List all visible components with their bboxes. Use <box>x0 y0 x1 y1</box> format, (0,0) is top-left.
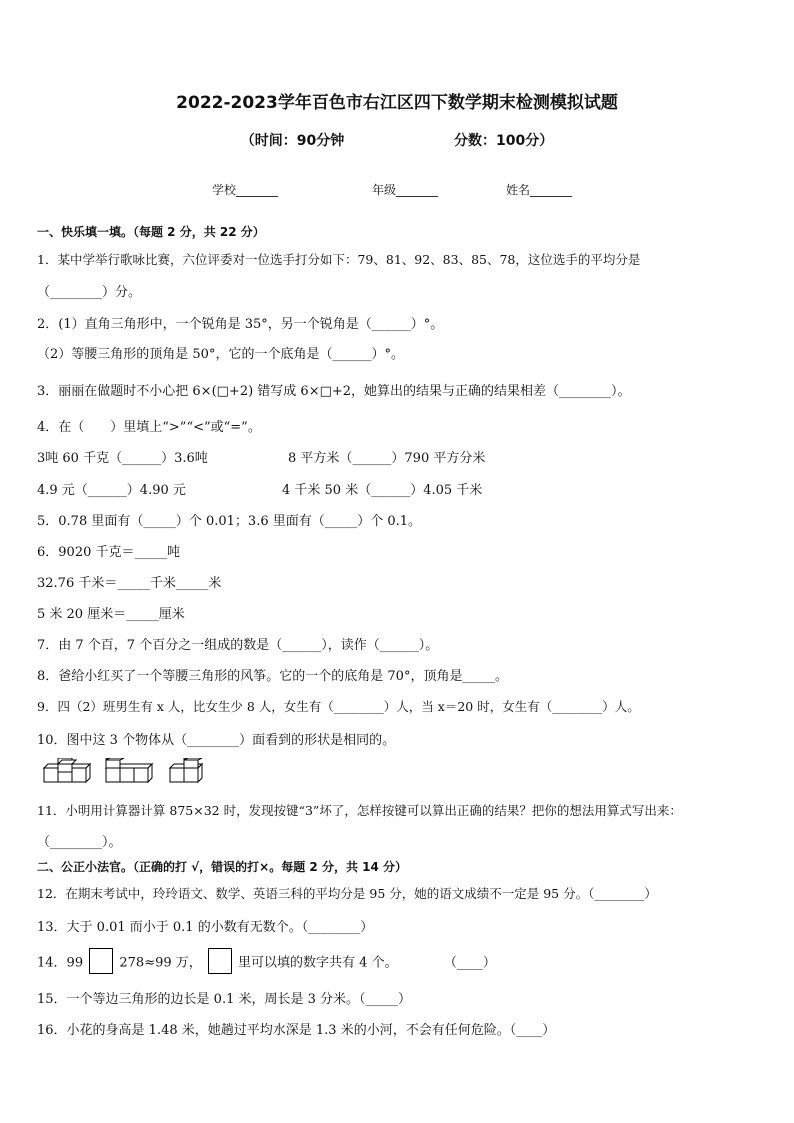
question-3: 3．丽丽在做题时不小心把 6×(□+2) 错写成 6×□+2，她算出的结果与正确的结果相差（________）。 <box>37 384 631 399</box>
question-7: 7．由 7 个百，7 个百分之一组成的数是（______），读作（______）。 <box>37 638 439 653</box>
question-11: 11．小明用计算器计算 875×32 时，发现按键“3”坏了，怎样按键可以算出正确的结果？把你的想法用算式写出来： <box>37 803 682 818</box>
question-8: 8．爸给小红买了一个等腰三角形的风筝。它的一个的底角是 70°，顶角是_____。 <box>37 669 508 684</box>
grade-field: 年级_______ <box>372 183 439 197</box>
question-5: 5．0.78 里面有（_____）个 0.01；3.6 里面有（_____）个 0.1。 <box>37 514 422 529</box>
question-9: 9．四（2）班男生有 x 人，比女生少 8 人，女生有（________）人，当 x＝20 时，女生有（________）人。 <box>37 699 640 714</box>
section-1-heading: 一、快乐填一填。（每题 2 分，共 22 分） <box>37 225 265 239</box>
answer-box-ref <box>208 948 232 974</box>
question-12: 12．在期末考试中，玲玲语文、数学、英语三科的平均分是 95 分，她的语文成绩不一定是 95 分。（________） <box>37 886 657 901</box>
cube-object-3 <box>170 758 202 782</box>
name-field: 姓名_______ <box>506 183 573 197</box>
question-14 <box>37 950 496 976</box>
cube-object-2 <box>106 758 152 782</box>
answer-box <box>89 948 113 974</box>
time-label: （时间：90分钟 <box>240 133 345 149</box>
question-14-prefix: 14．99 <box>37 955 84 971</box>
question-10: 10．图中这 3 个物体从（________）面看到的形状是相同的。 <box>37 733 396 748</box>
page-title: 2022-2023学年百色市右江区四下数学期末检测模拟试题 <box>176 93 618 113</box>
score-label: 分数：100分） <box>454 133 554 149</box>
question-14-middle: 278≈99 万， <box>119 955 202 971</box>
question-4-item-2: 8 平方米（______）790 平方分米 <box>288 451 486 466</box>
question-2-part-1: 2．(1）直角三角形中，一个锐角是 35°，另一个锐角是（______）°。 <box>37 317 444 332</box>
question-14-suffix: 里可以填的数字共有 4 个。 <box>238 955 398 971</box>
question-6: 6．9020 千克＝_____吨 <box>37 545 180 560</box>
section-2-heading: 二、公正小法官。（正确的打 √，错误的打×。每题 2 分，共 14 分） <box>37 860 407 874</box>
question-1-blank: （________）分。 <box>37 285 142 300</box>
question-15: 15．一个等边三角形的边长是 0.1 米，周长是 3 分米。（_____） <box>37 992 412 1007</box>
question-6-part-2: 32.76 千米＝_____千米_____米 <box>37 576 222 591</box>
question-14-blank: （____） <box>443 955 496 971</box>
question-1: 1．某中学举行歌咏比赛，六位评委对一位选手打分如下：79、81、92、83、85、78，这位选手的平均分是 <box>37 252 641 267</box>
question-4: 4．在（ ）里填上“>”“<”或“=”。 <box>37 420 261 435</box>
question-16: 16．小花的身高是 1.48 米，她趟过平均水深是 1.3 米的小河，不会有任何危险。（____） <box>37 1023 556 1038</box>
question-6-part-3: 5 米 20 厘米＝_____厘米 <box>37 607 185 622</box>
school-field: 学校_______ <box>212 183 279 197</box>
question-11-blank: （________）。 <box>37 835 122 850</box>
question-4-item-1: 3吨 60 千克（______）3.6吨 <box>37 451 208 466</box>
question-4-item-4: 4 千米 50 米（______）4.05 千米 <box>282 483 483 498</box>
cube-object-1 <box>44 758 90 782</box>
question-2-part-2: （2）等腰三角形的顶角是 50°，它的一个底角是（______）°。 <box>37 347 404 362</box>
exam-meta <box>0 130 794 150</box>
question-4-item-3: 4.9 元（______）4.90 元 <box>37 483 186 498</box>
cube-stack-figure <box>40 758 215 790</box>
question-13: 13．大于 0.01 而小于 0.1 的小数有无数个。（________） <box>37 920 374 935</box>
